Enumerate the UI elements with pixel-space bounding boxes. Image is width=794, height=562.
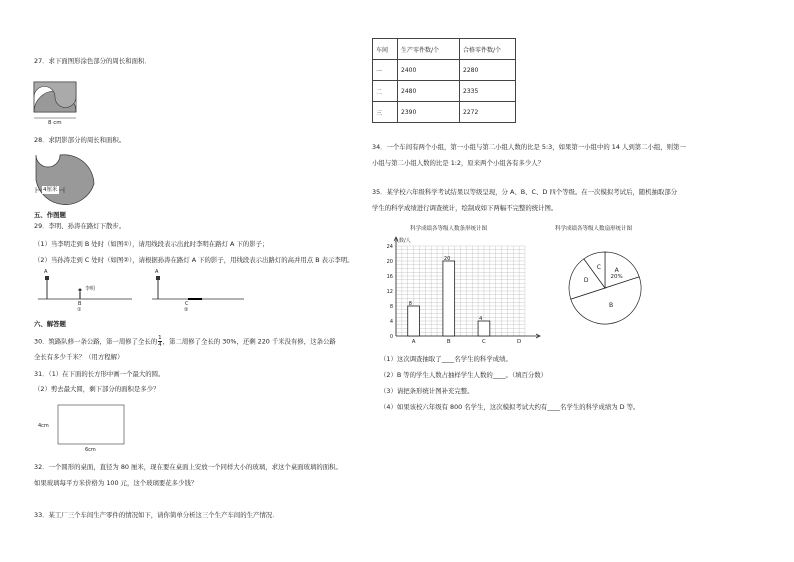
y-tick-label: 0	[389, 334, 393, 340]
q29-part-1: （1）当李明走到 B 处时（如图①），请用线段表示出此时李明在路灯 A 下的影子；	[34, 240, 269, 248]
q31-height-label: 4cm	[38, 423, 49, 429]
bar-data-label: 20	[443, 256, 451, 262]
q28-text: 28．求阴影部分的周长和面积。	[34, 136, 126, 144]
fig2-point-label: C	[185, 301, 189, 307]
q29-text: 29．李明、孙涛在路灯下散步。	[34, 222, 126, 230]
q27-dimension: 8 cm	[48, 120, 62, 126]
y-tick-label: 20	[386, 259, 393, 265]
q34-line-1: 34．一个车间有两个小组，第一小组与第二小组人数的比是 5:3，如果第一小组中的 14 人到第二小组，则第一	[372, 143, 686, 151]
bar-data-label: 8	[408, 301, 412, 307]
fig1-person-name: 李明	[85, 286, 96, 292]
q31-width-label: 6cm	[85, 447, 96, 453]
y-tick-label: 16	[386, 274, 393, 280]
x-tick-label: A	[411, 339, 416, 345]
y-tick-label: 12	[386, 289, 393, 295]
q34-line-2: 小组与第二小组人数的比是 1:2，原来两个小组各有多少人？	[372, 159, 545, 167]
q29-part-2: （2）当孙涛走到 C 处时（如图②），请根据孙涛在路灯 A 下的影子，用线段表示出路灯的高并用点 B 表示李明。	[34, 256, 354, 264]
table-cell: 2272	[460, 102, 516, 123]
x-tick-label: C	[482, 339, 486, 345]
fig2-number: ②	[184, 307, 189, 313]
q27-text: 27．求下面图形涂色部分的周长和面积．	[34, 57, 151, 65]
table-cell: 三	[373, 102, 398, 123]
q32-line-2: 如果玻璃每平方米价格为 100 元，这个玻璃要花多少钱？	[34, 479, 198, 487]
q32-line-1: 32．一个圆形的桌面，直径为 80 厘米，现在要在桌面上安放一个同样大小的玻璃，求这个桌面玻璃的面积。	[34, 463, 342, 471]
table-cell: 2400	[398, 60, 460, 81]
q35-line-1: 35．某学校六年级科学考试结果以等级呈现，分 A、B、C、D 四个等级。在一次模拟考试后，随机抽取部分	[372, 188, 678, 196]
pie-slice-label: C	[596, 264, 601, 272]
pie-percent-label: 20%	[610, 273, 623, 280]
table-cell: 2280	[460, 60, 516, 81]
q30-fraction-denominator: 4	[158, 342, 162, 348]
q30-fraction-numerator: 1	[158, 335, 162, 341]
section-6-heading: 六、解答题	[34, 320, 66, 328]
table-cell: 2335	[460, 81, 516, 102]
table-cell: 2480	[398, 81, 460, 102]
pie-slice-label: A	[614, 266, 619, 274]
q30-text-a: 30．筑路队修一条公路，第一周修了全长的	[34, 337, 158, 346]
table-header-cell: 合格零件数/个	[460, 39, 516, 60]
table-cell: 二	[373, 81, 398, 102]
x-tick-label: B	[446, 339, 451, 345]
q30-text-b: ，第二周修了全长的 30%，还剩 220 千米没有修，这条公路	[162, 337, 336, 346]
fig1-point-label: B	[78, 301, 82, 307]
q35-part-1: （1）这次调查抽取了____名学生的科学成绩。	[380, 355, 512, 363]
pie-chart-title: 科学成绩各等级人数扇形统计图	[555, 226, 633, 232]
fig2-lamp-label: A	[155, 269, 159, 275]
section-5-heading: 五、作图题	[34, 211, 66, 219]
x-tick-label: D	[517, 339, 522, 345]
pie-slice-label: B	[609, 301, 614, 309]
table-cell: 2390	[398, 102, 460, 123]
bar-chart-title: 科学成绩各等级人数条形统计图	[410, 226, 488, 232]
q33-text: 33．某工厂三个车间生产零件的情况如下，请你简单分析这三个生产车间的生产情况．	[34, 511, 279, 519]
y-tick-label: 8	[389, 304, 393, 310]
q31-part-2: （2）剪去最大圆，剩下部分的面积是多少？	[34, 385, 160, 393]
y-tick-label: 24	[386, 244, 393, 250]
table-header-cell: 生产零件数/个	[398, 39, 460, 60]
q35-part-3: （3）请把条形统计图补充完整。	[380, 387, 474, 395]
y-tick-label: 4	[389, 319, 393, 325]
pie-slice-label: D	[583, 276, 589, 284]
bar-chart-ylabel: 人数/人	[394, 238, 411, 244]
q35-part-2: （2）B 等的学生人数占抽样学生人数的____。（填百分数）	[380, 371, 548, 379]
q28-dimension: 4厘米	[43, 187, 58, 193]
q35-line-2: 学生的科学成绩进行调查统计，绘制成如下两幅不完整的统计图。	[372, 204, 558, 212]
q30-line-2: 全长有多少千米？（用方程解）	[34, 353, 124, 361]
fig1-number: ①	[77, 307, 82, 313]
fig1-lamp-label: A	[44, 269, 48, 275]
bar-data-label: 4	[479, 316, 483, 322]
q31-part-1: 31．（1）在下面的长方形中画一个最大的圆。	[34, 370, 165, 378]
table-header-cell: 车间	[373, 39, 398, 60]
q35-part-4: （4）如果该校六年级有 800 名学生，这次模拟考试大约有____名学生的科学成绩为 D 等。	[380, 403, 640, 411]
table-cell: 一	[373, 60, 398, 81]
